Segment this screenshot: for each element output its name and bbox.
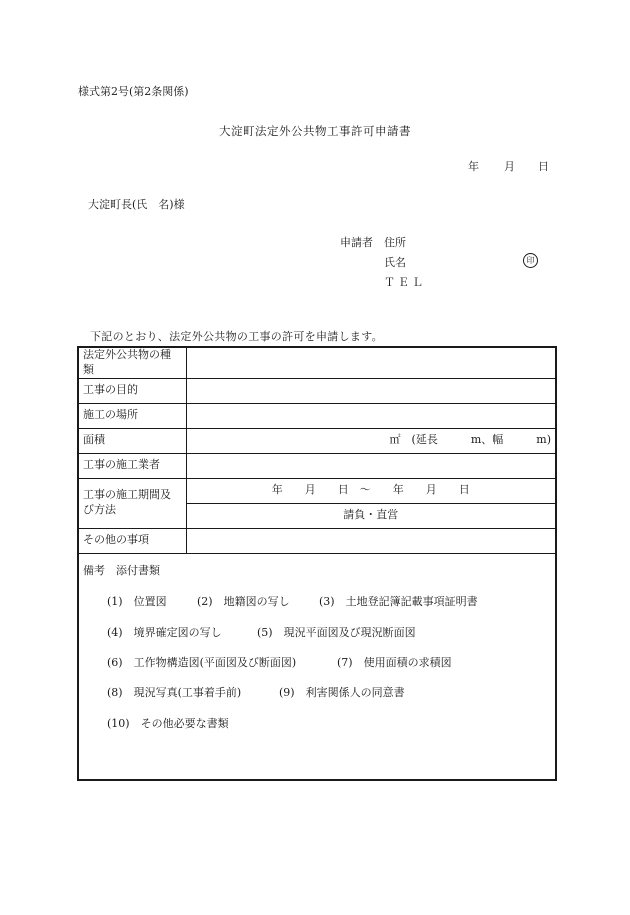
purpose-label: 工事の目的 — [78, 378, 186, 403]
attachment-item: (4) 境界確定図の写し — [107, 625, 222, 639]
method-field[interactable]: 請負・直営 — [186, 503, 556, 528]
application-form-table — [77, 346, 557, 781]
attachment-item: (2) 地籍図の写し — [197, 594, 290, 608]
date-year-label: 年 — [468, 160, 479, 173]
name-label: 氏名 — [384, 256, 406, 269]
period-method-label: 工事の施工期間及び方法 — [78, 478, 186, 528]
location-field[interactable] — [186, 403, 556, 428]
form-number: 様式第2号(第2条関係) — [78, 85, 189, 98]
contractor-field[interactable] — [186, 453, 556, 478]
other-matters-label: その他の事項 — [78, 528, 186, 553]
attachment-item: (3) 土地登記簿記載事項証明書 — [319, 594, 478, 608]
attachment-item: (9) 利害関係人の同意書 — [279, 685, 405, 699]
address-label: 住所 — [384, 236, 406, 249]
location-label: 施工の場所 — [78, 403, 186, 428]
date-month-label: 月 — [504, 160, 515, 173]
document-title: 大淀町法定外公共物工事許可申請書 — [219, 124, 411, 138]
area-field[interactable]: ㎡ (延長 m、幅 m) — [186, 428, 556, 453]
attachment-item: (7) 使用面積の求積図 — [337, 655, 452, 669]
intro-text: 下記のとおり、法定外公共物の工事の許可を申請します。 — [90, 330, 383, 343]
attachment-item: (5) 現況平面図及び現況断面図 — [257, 625, 416, 639]
attachment-item: (8) 現況写真(工事着手前) — [107, 685, 242, 699]
facility-type-label: 法定外公共物の種類 — [78, 347, 186, 378]
contractor-label: 工事の施工業者 — [78, 453, 186, 478]
attachment-item: (6) 工作物構造図(平面図及び断面図) — [107, 655, 297, 669]
attachment-item: (1) 位置図 — [107, 594, 167, 608]
addressee: 大淀町長(氏 名)様 — [88, 198, 185, 211]
remarks-section — [78, 553, 556, 780]
other-matters-field[interactable] — [186, 528, 556, 553]
tel-label: ＴＥＬ — [384, 276, 426, 289]
applicant-label: 申請者 — [340, 236, 373, 249]
attachment-item: (10) その他必要な書類 — [107, 716, 229, 730]
facility-type-field[interactable] — [186, 347, 556, 378]
remarks-heading: 備考 添付書類 — [83, 563, 160, 577]
purpose-field[interactable] — [186, 378, 556, 403]
date-day-label: 日 — [538, 160, 549, 173]
seal-mark: 印 — [523, 253, 538, 268]
area-label: 面積 — [78, 428, 186, 453]
period-field[interactable]: 年 月 日 ～ 年 月 日 — [186, 478, 556, 503]
